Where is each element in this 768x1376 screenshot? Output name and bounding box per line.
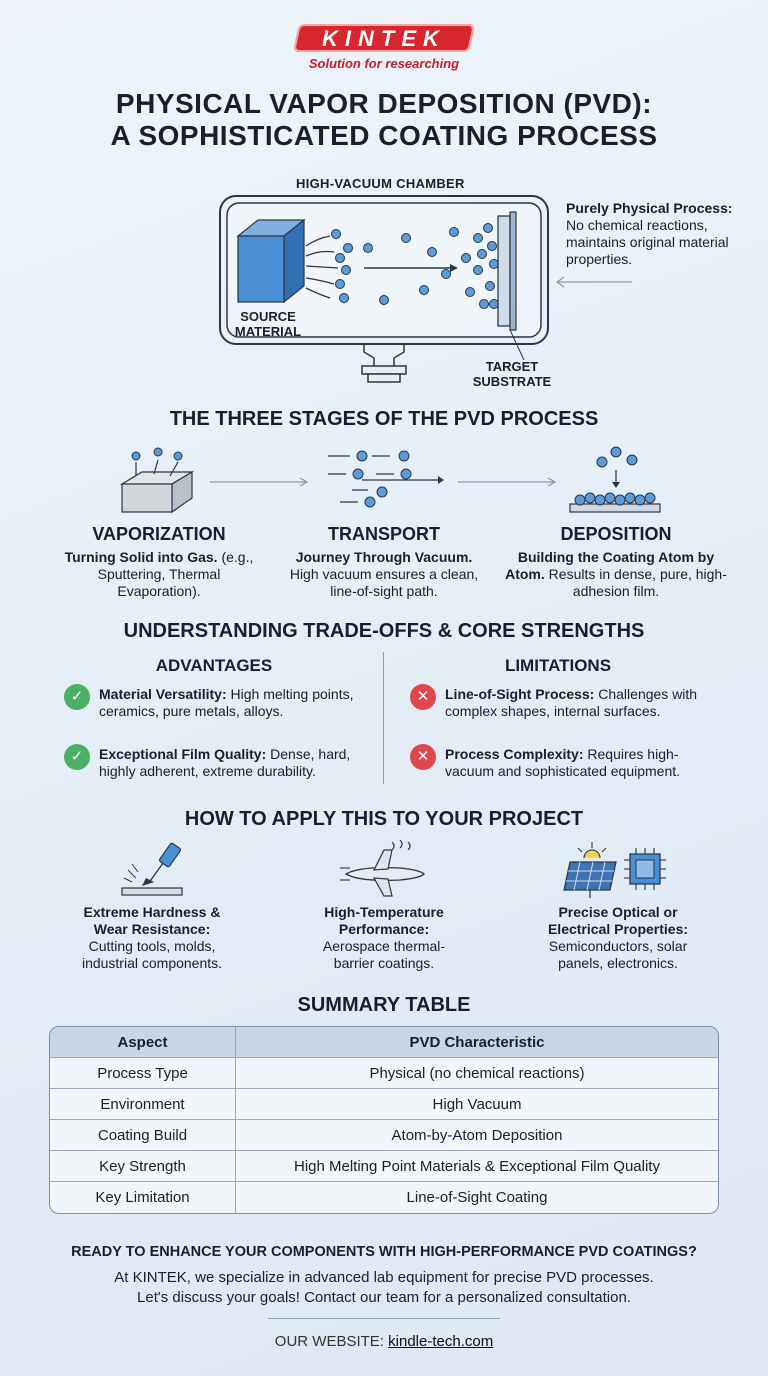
- limitation-item: Line-of-Sight Process: Challenges with complex shapes, internal surfaces.: [445, 686, 698, 719]
- stage-deposition: DEPOSITION Building the Coating Atom by Atom. Results in dense, pure, high-adhesion film.: [505, 524, 727, 599]
- footer-divider: [268, 1318, 500, 1319]
- stage-vaporization: VAPORIZATION Turning Solid into Gas. (e.g., Sputtering, Thermal Evaporation).: [64, 524, 254, 599]
- target-substrate-label: TARGET SUBSTRATE: [472, 359, 552, 389]
- table-cell-value: High Vacuum: [236, 1089, 718, 1120]
- solar-chip-icon: [562, 838, 672, 900]
- cta-heading: READY TO ENHANCE YOUR COMPONENTS WITH HIGH-PERFORMANCE PVD COATINGS?: [71, 1244, 697, 1260]
- summary-heading: SUMMARY TABLE: [297, 994, 471, 1016]
- check-icon: ✓: [64, 744, 90, 770]
- title-line-2: A SOPHISTICATED COATING PROCESS: [110, 120, 658, 151]
- table-row: [50, 1058, 718, 1089]
- apply-high-temperature: High-Temperature Performance: Aerospace thermal- barrier coatings.: [322, 904, 446, 971]
- apply-heading: HOW TO APPLY THIS TO YOUR PROJECT: [184, 808, 584, 830]
- advantage-item: Exceptional Film Quality: Dense, hard, highly adherent, extreme durability.: [99, 746, 351, 779]
- table-row: [50, 1120, 718, 1151]
- website-label: OUR WEBSITE:: [274, 1333, 384, 1350]
- x-mark-icon: ✕: [410, 684, 436, 710]
- logo-tagline: Solution for researching: [308, 56, 460, 71]
- advantage-item: Material Versatility: High melting points, ceramics, pure metals, alloys.: [99, 686, 354, 719]
- note-pointer-arrow: [554, 272, 634, 292]
- jet-icon: [340, 838, 428, 900]
- table-cell-value: High Melting Point Materials & Exceptional Film Quality: [236, 1151, 718, 1182]
- table-cell-value: Atom-by-Atom Deposition: [236, 1120, 718, 1151]
- column-header-characteristic: PVD Characteristic: [236, 1027, 718, 1058]
- logo-brand: KINTEK: [322, 26, 446, 51]
- table-row: [50, 1182, 718, 1213]
- target-substrate-icon: [498, 212, 516, 330]
- table-cell-value: Line-of-Sight Coating: [406, 1189, 548, 1206]
- table-cell-aspect: Environment: [50, 1089, 236, 1120]
- source-cube-icon: [238, 220, 304, 302]
- cutting-tool-icon: [118, 840, 188, 900]
- stage-transport: TRANSPORT Journey Through Vacuum. High vacuum ensures a clean, line-of-sight path.: [289, 524, 479, 599]
- apply-optical-electrical: Precise Optical or Electrical Properties: Semiconductors, solar panels, electronics.: [547, 904, 689, 971]
- x-mark-icon: ✕: [410, 744, 436, 770]
- table-row: [50, 1089, 718, 1120]
- column-divider: [383, 652, 384, 784]
- deposition-icon: [566, 442, 664, 518]
- source-material-label: SOURCE MATERIAL: [234, 309, 302, 339]
- chamber-label: HIGH-VACUUM CHAMBER: [296, 176, 465, 191]
- vaporization-icon: [112, 444, 202, 520]
- website-link[interactable]: kindle-tech.com: [388, 1333, 494, 1350]
- tradeoffs-heading: UNDERSTANDING TRADE-OFFS & CORE STRENGTHS: [123, 620, 645, 642]
- apply-hardness: Extreme Hardness & Wear Resistance: Cutting tools, molds, industrial components.: [81, 904, 223, 971]
- pump-port-icon: [362, 344, 406, 382]
- table-cell-aspect: Key Limitation: [50, 1182, 236, 1213]
- stage-arrow-1: [208, 474, 312, 490]
- page-title: [20, 88, 748, 152]
- check-icon: ✓: [64, 684, 90, 710]
- table-header-row: [50, 1027, 718, 1058]
- stage-arrow-2: [456, 474, 560, 490]
- limitations-title: LIMITATIONS: [504, 656, 612, 675]
- column-header-aspect: Aspect: [50, 1027, 236, 1058]
- summary-table: [49, 1026, 719, 1214]
- footer: [0, 1333, 768, 1350]
- limitation-item: Process Complexity: Requires high-vacuum and sophisticated equipment.: [445, 746, 681, 779]
- stages-heading: THE THREE STAGES OF THE PVD PROCESS: [169, 408, 599, 430]
- table-cell-value: Physical (no chemical reactions): [236, 1058, 718, 1089]
- table-cell-aspect: Process Type: [50, 1058, 236, 1089]
- physical-process-note: Purely Physical Process: No chemical reactions, maintains original material properties.: [566, 200, 733, 267]
- table-cell-aspect: Key Strength: [50, 1151, 236, 1182]
- cta-body: At KINTEK, we specialize in advanced lab equipment for precise PVD processes. Let's discuss your goals! Contact our team for a personalized consultation.: [114, 1269, 654, 1306]
- title-line-1: PHYSICAL VAPOR DEPOSITION (PVD):: [115, 88, 653, 119]
- table-row: [50, 1151, 718, 1182]
- table-cell-aspect: Coating Build: [50, 1120, 236, 1151]
- kintek-logo: [292, 24, 476, 76]
- transport-icon: [322, 446, 446, 508]
- advantages-title: ADVANTAGES: [155, 656, 273, 675]
